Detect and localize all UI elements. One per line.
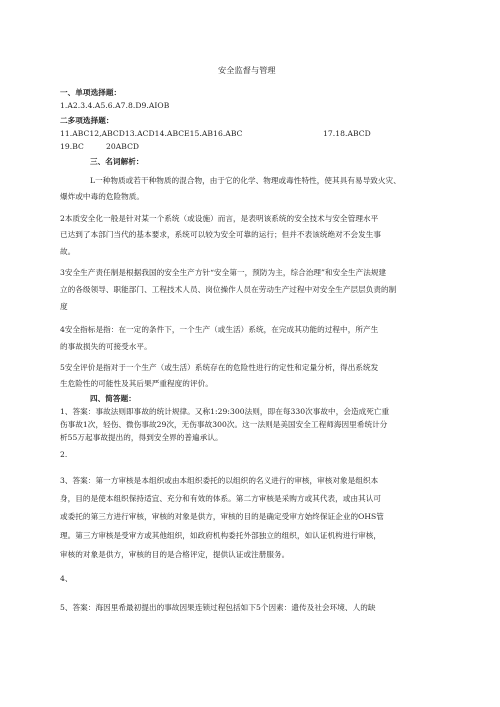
- term-1-line: L一种物质或若干种物质的混合物，由于它的化学、物理或毒性特性，使其具有易导致火灾、: [90, 176, 401, 185]
- answer-3-line: 或委托的第三方进行审核，审核的对象是供方，审核的目的是确定受审方始终保证企业的OHS管: [60, 512, 384, 521]
- multi-choice-answers-line2a: 19.BC: [60, 142, 84, 151]
- term-3-line: 度: [60, 302, 68, 311]
- term-2-line: 已达到了本部门当代的基本要求，系统可以较为安全可靠的运行；但并不表该统绝对不会发生事: [60, 230, 382, 239]
- section-heading-single-choice: 一、单项选择题：: [60, 88, 122, 97]
- multi-choice-answers-line2b: 20ABCD: [106, 142, 140, 151]
- term-2-line: 故。: [60, 247, 76, 256]
- document-title: 安全监督与管理: [218, 65, 276, 75]
- answer-2-label: 2.: [60, 450, 68, 459]
- term-1-line: 爆炸或中毒的危险物质。: [60, 192, 145, 201]
- answer-1-line: 析55万起事故提出的，得到安全界的普遍承认。: [60, 433, 223, 442]
- term-3-line: 立的各级领导、职能部门、工程技术人员、岗位操作人员在劳动生产过程中对安全生产层层负责的制: [60, 285, 397, 294]
- term-5-line: 5安全评价是指对于一个生产（或生活）系统存在的危险性进行的定性和定量分析，得出系统发: [60, 363, 379, 372]
- answer-5-line: 5、答案：海因里希最初提出的事故因果连锁过程包括如下5个因素：遗传及社会环境、人的缺: [60, 603, 376, 612]
- section-heading-terms: 三、名词解析：: [90, 157, 144, 166]
- answer-1-line: 1、答案：事故法则即事故的统计规律。又称1:29:300法则，即在每330次事故中，会造成死亡重: [60, 407, 390, 416]
- multi-choice-answers-line1-right: 17.18.ABCD: [323, 129, 371, 138]
- term-2-line: 2本质安全化一般是针对某一个系统（或设施）而言，是表明该系统的安全技术与安全管理水平: [60, 214, 379, 223]
- term-5-line: 生危险性的可能性及其后果严重程度的评价。: [60, 379, 213, 388]
- term-4-line: 的事故损失的可接受水平。: [60, 342, 152, 351]
- answer-3-line: 理。第三方审核是受审方或其他组织，如政府机构委托外部独立的组织，如认证机构进行审核，: [60, 531, 382, 540]
- term-3-line: 3安全生产责任制是根据我国的安全生产方针“安全第一，预防为主，综合治理”和安全生产法规建: [60, 268, 387, 277]
- section-heading-short-answer: 四、简答题：: [90, 394, 136, 403]
- single-choice-answers: 1.A2.3.4.A5.6.A7.8.D9.AIOB: [60, 101, 170, 110]
- answer-1-line: 伤事故1次，轻伤、微伤事故29次，无伤事故300次。这一法则是美国安全工程师海因里希统计分: [60, 420, 388, 429]
- answer-3-line: 身，目的是使本组织保持适宜、充分和有效的体系。第二方审核是采购方或其代表，或由其认可: [60, 494, 382, 503]
- multi-choice-answers-line1: 11.ABC12,ABCD13.ACD14.ABCE15.AB16.ABC: [60, 129, 243, 138]
- section-heading-multi-choice: 二多项选择题：: [60, 116, 114, 125]
- answer-3-line: 3、答案：第一方审核是本组织或由本组织委托的以组织的名义进行的审核，审核对象是组织本: [60, 476, 379, 485]
- term-4-line: 4安全指标是指：在一定的条件下，一个生产（或生活）系统，在完成其功能的过程中，所产生: [60, 325, 379, 334]
- answer-4-label: 4、: [60, 574, 73, 583]
- answer-3-line: 审核的对象是供方，审核的目的是合格评定，提供认证或注册服务。: [60, 550, 290, 559]
